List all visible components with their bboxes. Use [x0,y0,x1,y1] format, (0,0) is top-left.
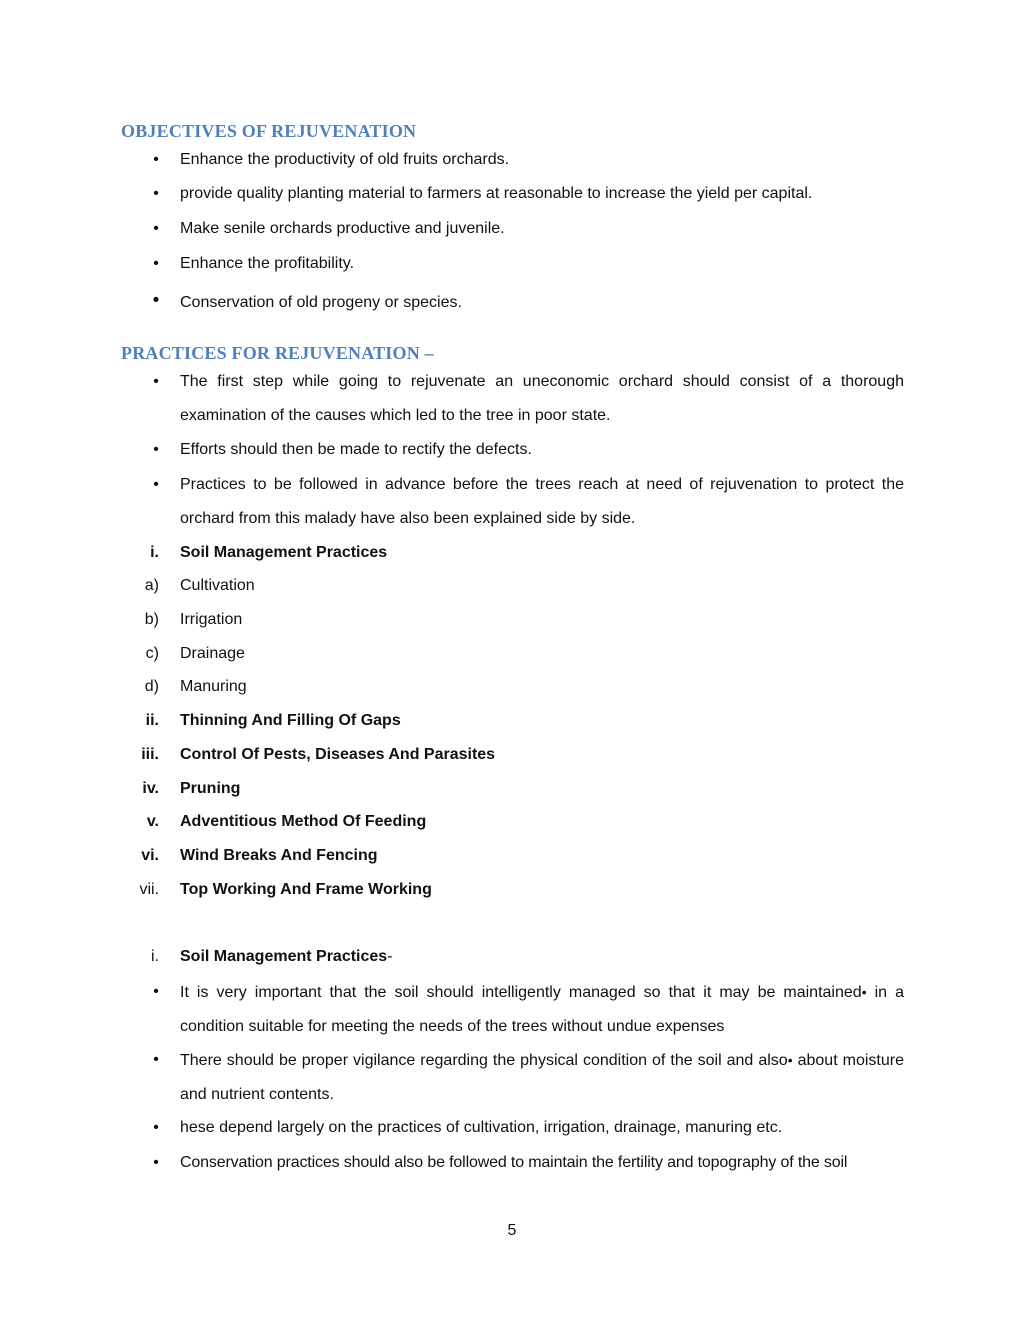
objective-item: Enhance the profitability. [180,255,355,272]
practice-item: Thinning And Filling Of Gaps [180,712,401,729]
soil-bullet-continuation: about moisture and nutrient contents. [180,1052,904,1103]
objective-item: Make senile orchards productive and juvenile. [180,220,505,237]
practices-heading: PRACTICES FOR REJUVENATION – [121,343,434,363]
list-marker: vi. [141,847,159,864]
soil-section-title-text: Soil Management Practices [180,948,388,965]
list-marker: v. [146,813,159,830]
bullet-icon: • [153,220,159,237]
bullet-icon: • [153,1119,159,1136]
practice-item: Adventitious Method Of Feeding [180,813,427,830]
sub-list-marker: b) [144,611,159,628]
sub-item: Drainage [180,645,245,662]
bullet-icon: • [153,151,159,168]
bullet-icon: • [153,1051,159,1068]
objective-item: Conservation of old progeny or species. [180,294,462,311]
sub-list-marker: c) [145,645,159,662]
section-marker: i. [151,948,159,965]
soil-bullet: hese depend largely on the practices of cultivation, irrigation, drainage, manuring etc. [180,1119,783,1136]
practice-item: Soil Management Practices [180,544,388,561]
soil-section-title [180,940,904,974]
practice-bullet: Practices to be followed in advance before the trees reach at need of rejuvenation to protect the orchard from this malady have also been explained side by side. [180,476,904,527]
list-marker: iv. [142,780,159,797]
page-number: 5 [507,1222,517,1239]
sub-item: Cultivation [180,577,255,594]
practice-bullet: The first step while going to rejuvenate an uneconomic orchard should consist of a thorough examination of the causes which led to the tree in poor state. [180,373,904,424]
bullet-icon: • [153,373,159,390]
soil-bullet [180,1043,904,1112]
soil-bullet [180,975,904,1044]
objective-item: Enhance the productivity of old fruits orchards. [180,151,510,168]
practice-item: Top Working And Frame Working [180,881,432,898]
sub-item: Irrigation [180,611,243,628]
practice-item: Wind Breaks And Fencing [180,847,378,864]
sub-list-marker: d) [144,678,159,695]
objectives-heading: OBJECTIVES OF REJUVENATION [121,121,417,141]
bullet-icon: • [861,984,867,1000]
bullet-icon: • [153,441,159,458]
bullet-icon: • [153,983,159,1000]
practice-item: Control Of Pests, Diseases And Parasites [180,746,496,763]
list-marker: vii. [139,881,159,898]
soil-bullet: Conservation practices should also be followed to maintain the fertility and topography of the soil [180,1154,848,1171]
sub-item: Manuring [180,678,247,695]
bullet-icon: • [787,1052,793,1068]
bullet-icon: • [153,476,159,493]
soil-section-title-suffix: - [387,948,393,965]
list-marker: ii. [145,712,159,729]
bullet-icon: • [152,290,160,311]
soil-bullet-text: It is very important that the soil should intelligently managed so that it may be maintained [180,984,862,1001]
bullet-icon: • [153,255,159,272]
practice-item: Pruning [180,780,241,797]
sub-list-marker: a) [144,577,159,594]
list-marker: i. [150,544,159,561]
soil-bullet-text: There should be proper vigilance regarding the physical condition of the soil and also [180,1052,788,1069]
practice-bullet: Efforts should then be made to rectify the defects. [180,441,532,458]
soil-bullet-continuation: in a condition suitable for meeting the needs of the trees without undue expenses [180,984,905,1035]
list-marker: iii. [141,746,159,763]
objective-item: provide quality planting material to farmers at reasonable to increase the yield per capital. [180,185,813,202]
bullet-icon: • [153,185,159,202]
bullet-icon: • [153,1154,159,1171]
